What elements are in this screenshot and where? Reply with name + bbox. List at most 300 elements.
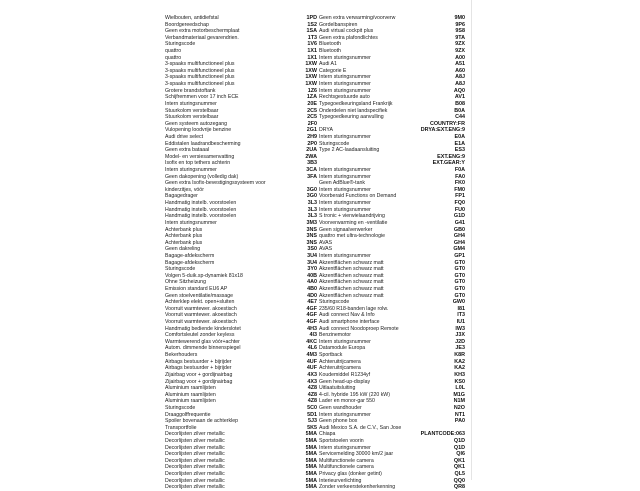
option-description: Autom. dimmende binnenspiegel xyxy=(165,345,241,352)
option-row xyxy=(319,445,465,452)
option-row xyxy=(319,240,465,247)
option-description: Bekerhouders xyxy=(165,352,198,359)
option-code: GT0 xyxy=(454,292,465,299)
option-description: Verbandmateriaal gevarendrien. xyxy=(165,34,239,41)
option-row xyxy=(319,88,465,95)
option-description: Akzentflächen schwarz matt xyxy=(319,279,384,286)
option-description: Emission standard EU6 AP xyxy=(165,285,228,292)
option-description: Akzentflächen schwarz matt xyxy=(319,266,384,273)
option-row xyxy=(319,141,465,148)
option-row xyxy=(319,412,465,419)
option-row xyxy=(319,81,465,88)
option-code: 3L3 xyxy=(307,206,317,213)
option-code: FQ0 xyxy=(454,200,465,207)
option-row xyxy=(319,398,465,405)
option-row xyxy=(165,213,317,220)
option-description: Type 2 AC-laadaansluiting xyxy=(319,147,380,154)
option-row xyxy=(319,200,465,207)
option-row xyxy=(165,246,317,253)
option-row xyxy=(165,405,317,412)
option-description: Sturingscode xyxy=(165,404,196,411)
option-row xyxy=(319,464,465,471)
option-description: Stuurkolom verstelbaar xyxy=(165,107,219,114)
option-row xyxy=(165,28,317,35)
option-row xyxy=(165,392,317,399)
option-code: ES3 xyxy=(454,147,465,154)
option-row xyxy=(165,359,317,366)
option-code: NT1 xyxy=(454,411,465,418)
option-description: Decorlijsten zilver metallic xyxy=(165,471,225,478)
option-row xyxy=(165,332,317,339)
option-row xyxy=(319,306,465,313)
option-code: L0L xyxy=(455,385,465,392)
option-row xyxy=(165,61,317,68)
option-description: Sturingscode xyxy=(319,299,350,306)
option-row xyxy=(319,114,465,121)
option-row xyxy=(165,299,317,306)
option-description: Voorruit warmtewer. akoestisch xyxy=(165,305,237,312)
option-code: GM4 xyxy=(453,246,465,253)
option-code: 3NS xyxy=(306,226,317,233)
option-description: Handmatig instelb. voorstoelen xyxy=(165,206,237,213)
option-code: 9S8 xyxy=(455,28,465,35)
option-code: 4Z8 xyxy=(307,398,317,405)
option-description: Achteruitrijcamera xyxy=(319,358,361,365)
option-description: Bagage-afdekscherm xyxy=(165,252,215,259)
option-row xyxy=(165,127,317,134)
option-description: Comfortsleutel zonder keyless xyxy=(165,332,235,339)
option-description: Voorruit warmtewer. akoestisch xyxy=(165,312,237,319)
option-description: Geen AdBlue®-tank xyxy=(319,180,365,187)
option-code: 2C5 xyxy=(307,107,317,114)
option-description: Zonder verkeerstekenherkenning xyxy=(319,484,396,491)
option-code: B0A xyxy=(454,107,465,114)
option-description: Bluetooth xyxy=(319,41,341,48)
option-row xyxy=(165,108,317,115)
option-code: 1T3 xyxy=(307,34,317,41)
option-row xyxy=(165,379,317,386)
option-row xyxy=(319,15,465,22)
option-row xyxy=(319,187,465,194)
option-code: 9M0 xyxy=(454,15,465,21)
option-description: Airbags bestuurder + bijrijder xyxy=(165,365,232,372)
option-row xyxy=(319,392,465,399)
option-code: GP1 xyxy=(454,252,465,259)
option-row xyxy=(319,372,465,379)
option-row xyxy=(165,365,317,372)
option-code: AV1 xyxy=(454,94,465,101)
option-code: B08 xyxy=(455,100,465,107)
option-description: Koudemiddel R1234yf xyxy=(319,371,371,378)
option-row xyxy=(319,41,465,48)
option-row xyxy=(165,418,317,425)
option-row xyxy=(319,233,465,240)
option-row xyxy=(165,240,317,247)
option-row xyxy=(319,332,465,339)
option-row xyxy=(165,227,317,234)
option-code: C44 xyxy=(455,114,465,121)
option-row xyxy=(319,379,465,386)
option-description: Audi drive select xyxy=(165,133,204,140)
option-code: QK1 xyxy=(453,464,465,471)
option-code: AQ0 xyxy=(453,87,465,94)
option-code: A60 xyxy=(455,67,465,74)
option-description: Akzentflächen schwarz matt xyxy=(319,272,384,279)
option-row xyxy=(165,154,317,161)
option-row xyxy=(165,352,317,359)
option-code: 3B3 xyxy=(307,160,317,167)
option-code: 1XW xyxy=(305,67,317,74)
option-row xyxy=(319,438,465,445)
option-description: Achteruitrijcamera xyxy=(319,365,361,372)
option-description: 3-spaaks multifunctioneel plus xyxy=(165,81,235,88)
option-description: Wielbouten, antidiefstal xyxy=(165,15,219,21)
option-row xyxy=(319,28,465,35)
option-row xyxy=(319,299,465,306)
option-description: Aluminium raamlijsten xyxy=(165,391,216,398)
option-row xyxy=(319,207,465,214)
option-code: GT0 xyxy=(454,259,465,266)
option-code: 1Z6 xyxy=(307,87,317,94)
option-description: Geen extra Isofix-bevestigingssysteem voor xyxy=(165,180,266,187)
option-code: K8R xyxy=(454,352,465,359)
left-options-column xyxy=(165,15,317,491)
option-code: 4GF xyxy=(306,305,317,312)
option-code: 1S2 xyxy=(307,21,317,28)
option-row xyxy=(165,260,317,267)
option-row xyxy=(165,458,317,465)
option-row xyxy=(165,319,317,326)
option-code: 9TA xyxy=(455,34,465,41)
option-row xyxy=(165,41,317,48)
option-description: Decorlijsten zilver metallic xyxy=(165,484,225,491)
option-description: Airbags bestuurder + bijrijder xyxy=(165,358,232,365)
option-code: 4GF xyxy=(306,312,317,319)
option-description: S tronic + vierwielaandrijving xyxy=(319,213,385,220)
option-row xyxy=(165,306,317,313)
option-row xyxy=(165,207,317,214)
option-description: Akzentflächen schwarz matt xyxy=(319,285,384,292)
option-row xyxy=(319,418,465,425)
option-row xyxy=(165,48,317,55)
option-row xyxy=(165,451,317,458)
option-description: Spoiler bovenaan de achterklep xyxy=(165,418,238,425)
option-description: Geen dakopening (volledig dak) xyxy=(165,173,239,180)
option-description: Geen extra motorbeschermplaat xyxy=(165,28,240,35)
option-row xyxy=(165,412,317,419)
option-row xyxy=(165,293,317,300)
option-description: Categorie E xyxy=(319,67,347,74)
option-description: kinderzitjes, vóór xyxy=(165,186,204,193)
option-code: GT0 xyxy=(454,279,465,286)
option-row xyxy=(319,74,465,81)
option-row xyxy=(165,484,317,491)
option-code: 3NS xyxy=(306,233,317,240)
option-code: 5J3 xyxy=(308,418,317,425)
option-row xyxy=(319,345,465,352)
option-code: 9ZX xyxy=(455,48,465,55)
option-row xyxy=(165,94,317,101)
option-description: Sturingscode xyxy=(165,266,196,273)
option-code: 5D1 xyxy=(307,411,317,418)
option-description: Benzinemotor xyxy=(319,332,352,339)
option-description: Datamodule Europa xyxy=(319,345,366,352)
option-description: Schijfremmen voor 17 inch ECE xyxy=(165,94,239,101)
option-code: 20E xyxy=(307,100,317,107)
option-description: Achterbank plus xyxy=(165,239,203,246)
option-row xyxy=(319,213,465,220)
option-description: Audi Mexico S.A. de C.V., San Jose xyxy=(319,424,402,431)
option-description: Rechtsgestuurde auto xyxy=(319,94,370,101)
option-row xyxy=(165,471,317,478)
option-row xyxy=(165,431,317,438)
option-row xyxy=(319,55,465,62)
option-code: F0A xyxy=(454,167,465,174)
option-code: 4KC xyxy=(306,338,317,345)
option-code: PLANTCODE:063 xyxy=(420,431,465,438)
option-description: quattro xyxy=(165,54,182,61)
option-row xyxy=(319,312,465,319)
option-description: Audi smartphone interface xyxy=(319,319,380,326)
option-code: 4GF xyxy=(306,319,317,326)
option-description: Achterbank plus xyxy=(165,233,203,240)
option-row xyxy=(165,15,317,22)
option-row xyxy=(319,359,465,366)
option-description: Decorlijsten zilver metallic xyxy=(165,477,225,484)
option-code: FA0 xyxy=(455,173,465,180)
option-description: Achterbank plus xyxy=(165,226,203,233)
option-row xyxy=(165,200,317,207)
option-code: FU0 xyxy=(454,206,465,213)
option-code: 2G1 xyxy=(306,127,317,134)
option-code: 3Y0 xyxy=(307,266,317,273)
option-code: QR8 xyxy=(453,484,465,491)
option-code: 4E7 xyxy=(307,299,317,306)
option-row xyxy=(165,187,317,194)
option-description: Aluminium raamlijsten xyxy=(165,398,216,405)
option-code: KA2 xyxy=(454,365,465,372)
option-code: N2O xyxy=(453,404,465,411)
option-code: 3FA xyxy=(307,173,317,180)
option-code: QL5 xyxy=(454,471,465,478)
option-row xyxy=(165,398,317,405)
option-code: KH3 xyxy=(454,371,465,378)
option-row xyxy=(319,147,465,154)
option-code: 3L3 xyxy=(307,213,317,220)
option-description: Akzentflächen schwarz matt xyxy=(319,292,384,299)
option-description: Servicemelding 30000 km/2 jaar xyxy=(319,451,394,458)
option-description: quattro met ultra-technologie xyxy=(319,233,386,240)
option-description: Geen extra bataaal xyxy=(165,147,210,154)
option-description: Intern sturingsnummer xyxy=(319,133,371,140)
option-description: Audi virtual cockpit plus xyxy=(319,28,374,35)
option-description: Decorlijsten zilver metallic xyxy=(165,431,225,438)
option-row xyxy=(165,88,317,95)
option-code: 1X1 xyxy=(307,48,317,55)
right-options-column xyxy=(319,15,465,491)
option-description: Voorruit warmtewer. akoestisch xyxy=(165,319,237,326)
option-row xyxy=(165,385,317,392)
option-code: FM0 xyxy=(454,186,465,193)
option-description: Geen stoelventilatie/massage xyxy=(165,292,234,299)
option-row xyxy=(319,121,465,128)
option-code: 4M3 xyxy=(306,352,317,359)
option-row xyxy=(319,319,465,326)
option-code: 9ZX xyxy=(455,41,465,48)
option-description: Transportfolie xyxy=(165,424,197,431)
option-code: 3L3 xyxy=(307,200,317,207)
option-description: Geen dakreling xyxy=(165,246,201,253)
option-code: 4B0 xyxy=(307,285,317,292)
option-code: 3G0 xyxy=(306,186,317,193)
option-code: 2F0 xyxy=(307,120,317,127)
option-code: QK1 xyxy=(453,457,465,464)
option-row xyxy=(319,352,465,359)
option-code: 5MA xyxy=(305,444,317,451)
option-description: AVAS xyxy=(319,246,333,253)
option-row xyxy=(319,160,465,167)
option-description: Intern sturingsnummer xyxy=(319,173,371,180)
page-divider xyxy=(471,0,472,480)
option-code: 5MA xyxy=(305,471,317,478)
option-description: Intern sturingsnummer xyxy=(319,411,371,418)
option-code: 4A0 xyxy=(307,279,317,286)
option-description: Boordgereedschap xyxy=(165,21,209,28)
option-code: 5MA xyxy=(305,464,317,471)
option-code: 3M3 xyxy=(306,219,317,226)
option-code: Q1D xyxy=(453,438,465,444)
option-description: Uitlaatuitsluiting xyxy=(319,385,356,392)
option-code: 4UF xyxy=(306,365,317,372)
option-description: DRYA xyxy=(319,127,333,134)
option-code: 5MA xyxy=(305,438,317,444)
option-row xyxy=(319,266,465,273)
option-code: IT3 xyxy=(457,312,465,319)
option-description: Handmatig bediende kinderslotet xyxy=(165,325,241,332)
option-row xyxy=(319,451,465,458)
option-code: J2D xyxy=(455,338,465,345)
option-description: Geen extra plafondlichtes xyxy=(319,34,378,41)
option-row xyxy=(165,253,317,260)
option-description: Lader en monor-gar 550 xyxy=(319,398,375,405)
option-row xyxy=(319,326,465,333)
option-description: Geen systeem autozegang xyxy=(165,120,228,127)
option-row xyxy=(165,134,317,141)
option-description: quattro xyxy=(165,48,182,55)
option-code: 4Z8 xyxy=(307,385,317,392)
option-description: Aluminium raamlijsten xyxy=(165,385,216,392)
option-description: Sportback xyxy=(319,352,343,359)
option-row xyxy=(319,279,465,286)
option-row xyxy=(319,193,465,200)
option-row xyxy=(319,94,465,101)
option-row xyxy=(165,266,317,273)
option-code: FP1 xyxy=(455,193,465,200)
option-row xyxy=(165,35,317,42)
option-row xyxy=(319,127,465,134)
option-code: 2H9 xyxy=(307,133,317,140)
option-row xyxy=(319,61,465,68)
option-row xyxy=(165,193,317,200)
option-description: Sportstoelen voorin xyxy=(319,438,364,444)
option-description: Intern sturingsnummer xyxy=(319,200,371,207)
option-code: 1XW xyxy=(305,61,317,68)
option-row xyxy=(319,101,465,108)
option-row xyxy=(165,121,317,128)
option-row xyxy=(319,339,465,346)
option-code: 5MA xyxy=(305,451,317,458)
option-description: Grotere brandstoftank xyxy=(165,87,216,94)
option-code: 4UF xyxy=(306,358,317,365)
option-code: A00 xyxy=(455,54,465,61)
option-description: Decorlijsten zilver metallic xyxy=(165,438,225,444)
option-description: Gordelbanspiren xyxy=(319,21,358,28)
option-code: J3X xyxy=(455,332,465,339)
option-row xyxy=(165,220,317,227)
option-row xyxy=(319,174,465,181)
option-description: Intern sturingsnummer xyxy=(165,219,217,226)
option-description: Decorlijsten zilver metallic xyxy=(165,464,225,471)
option-description: Intern sturingsnummer xyxy=(319,444,371,451)
option-row xyxy=(165,101,317,108)
option-description: 235/60 R18-banden lage rolw. xyxy=(319,305,389,312)
option-code: PA0 xyxy=(454,418,465,425)
option-code: 5MA xyxy=(305,484,317,491)
option-code: 4H3 xyxy=(307,325,317,332)
option-row xyxy=(319,471,465,478)
option-description: Zijairbag voor + gordijnairbag xyxy=(165,378,233,385)
option-row xyxy=(165,279,317,286)
option-row xyxy=(319,478,465,485)
option-row xyxy=(319,458,465,465)
option-description: Intern sturingsnummer xyxy=(319,252,371,259)
option-row xyxy=(319,108,465,115)
option-description: 3-spaaks multifunctioneel plus xyxy=(165,74,235,81)
option-code: 5MA xyxy=(305,457,317,464)
option-description: Interieurverlichting xyxy=(319,477,362,484)
option-code: EXT.GEAR:Y xyxy=(432,160,465,167)
option-row xyxy=(165,74,317,81)
option-code: 1ZA xyxy=(306,94,317,101)
option-code: 1XW xyxy=(305,74,317,81)
option-description: Vulopening loodvrije benzine xyxy=(165,127,232,134)
option-description: Multifunctionele camera xyxy=(319,464,374,471)
option-code: G1D xyxy=(453,213,465,220)
option-row xyxy=(165,273,317,280)
option-row xyxy=(319,220,465,227)
option-row xyxy=(319,293,465,300)
option-description: Typegoedkeuringsland Frankrijk xyxy=(319,100,393,107)
option-code: GT0 xyxy=(454,285,465,292)
option-row xyxy=(165,326,317,333)
option-row xyxy=(319,365,465,372)
option-code: 4D0 xyxy=(307,292,317,299)
option-description: Voorverwarming en -ventilatie xyxy=(319,219,388,226)
option-description: Intern sturingsnummer xyxy=(319,186,371,193)
option-code: A51 xyxy=(455,61,465,68)
option-row xyxy=(165,478,317,485)
option-description: AVAS xyxy=(319,239,333,246)
option-description: Intern sturingsnummer xyxy=(319,338,371,345)
option-description: Typegoedkeuring aanvulling xyxy=(319,114,384,121)
option-row xyxy=(319,484,465,491)
option-code: QI6 xyxy=(456,451,465,458)
option-row xyxy=(165,438,317,445)
option-code: DRYA:EXT.ENG:9 xyxy=(420,127,465,134)
option-code: 3S0 xyxy=(307,246,317,253)
option-description: Draaggolffrequentie xyxy=(165,411,211,418)
option-description: Akzentflächen schwarz matt xyxy=(319,259,384,266)
